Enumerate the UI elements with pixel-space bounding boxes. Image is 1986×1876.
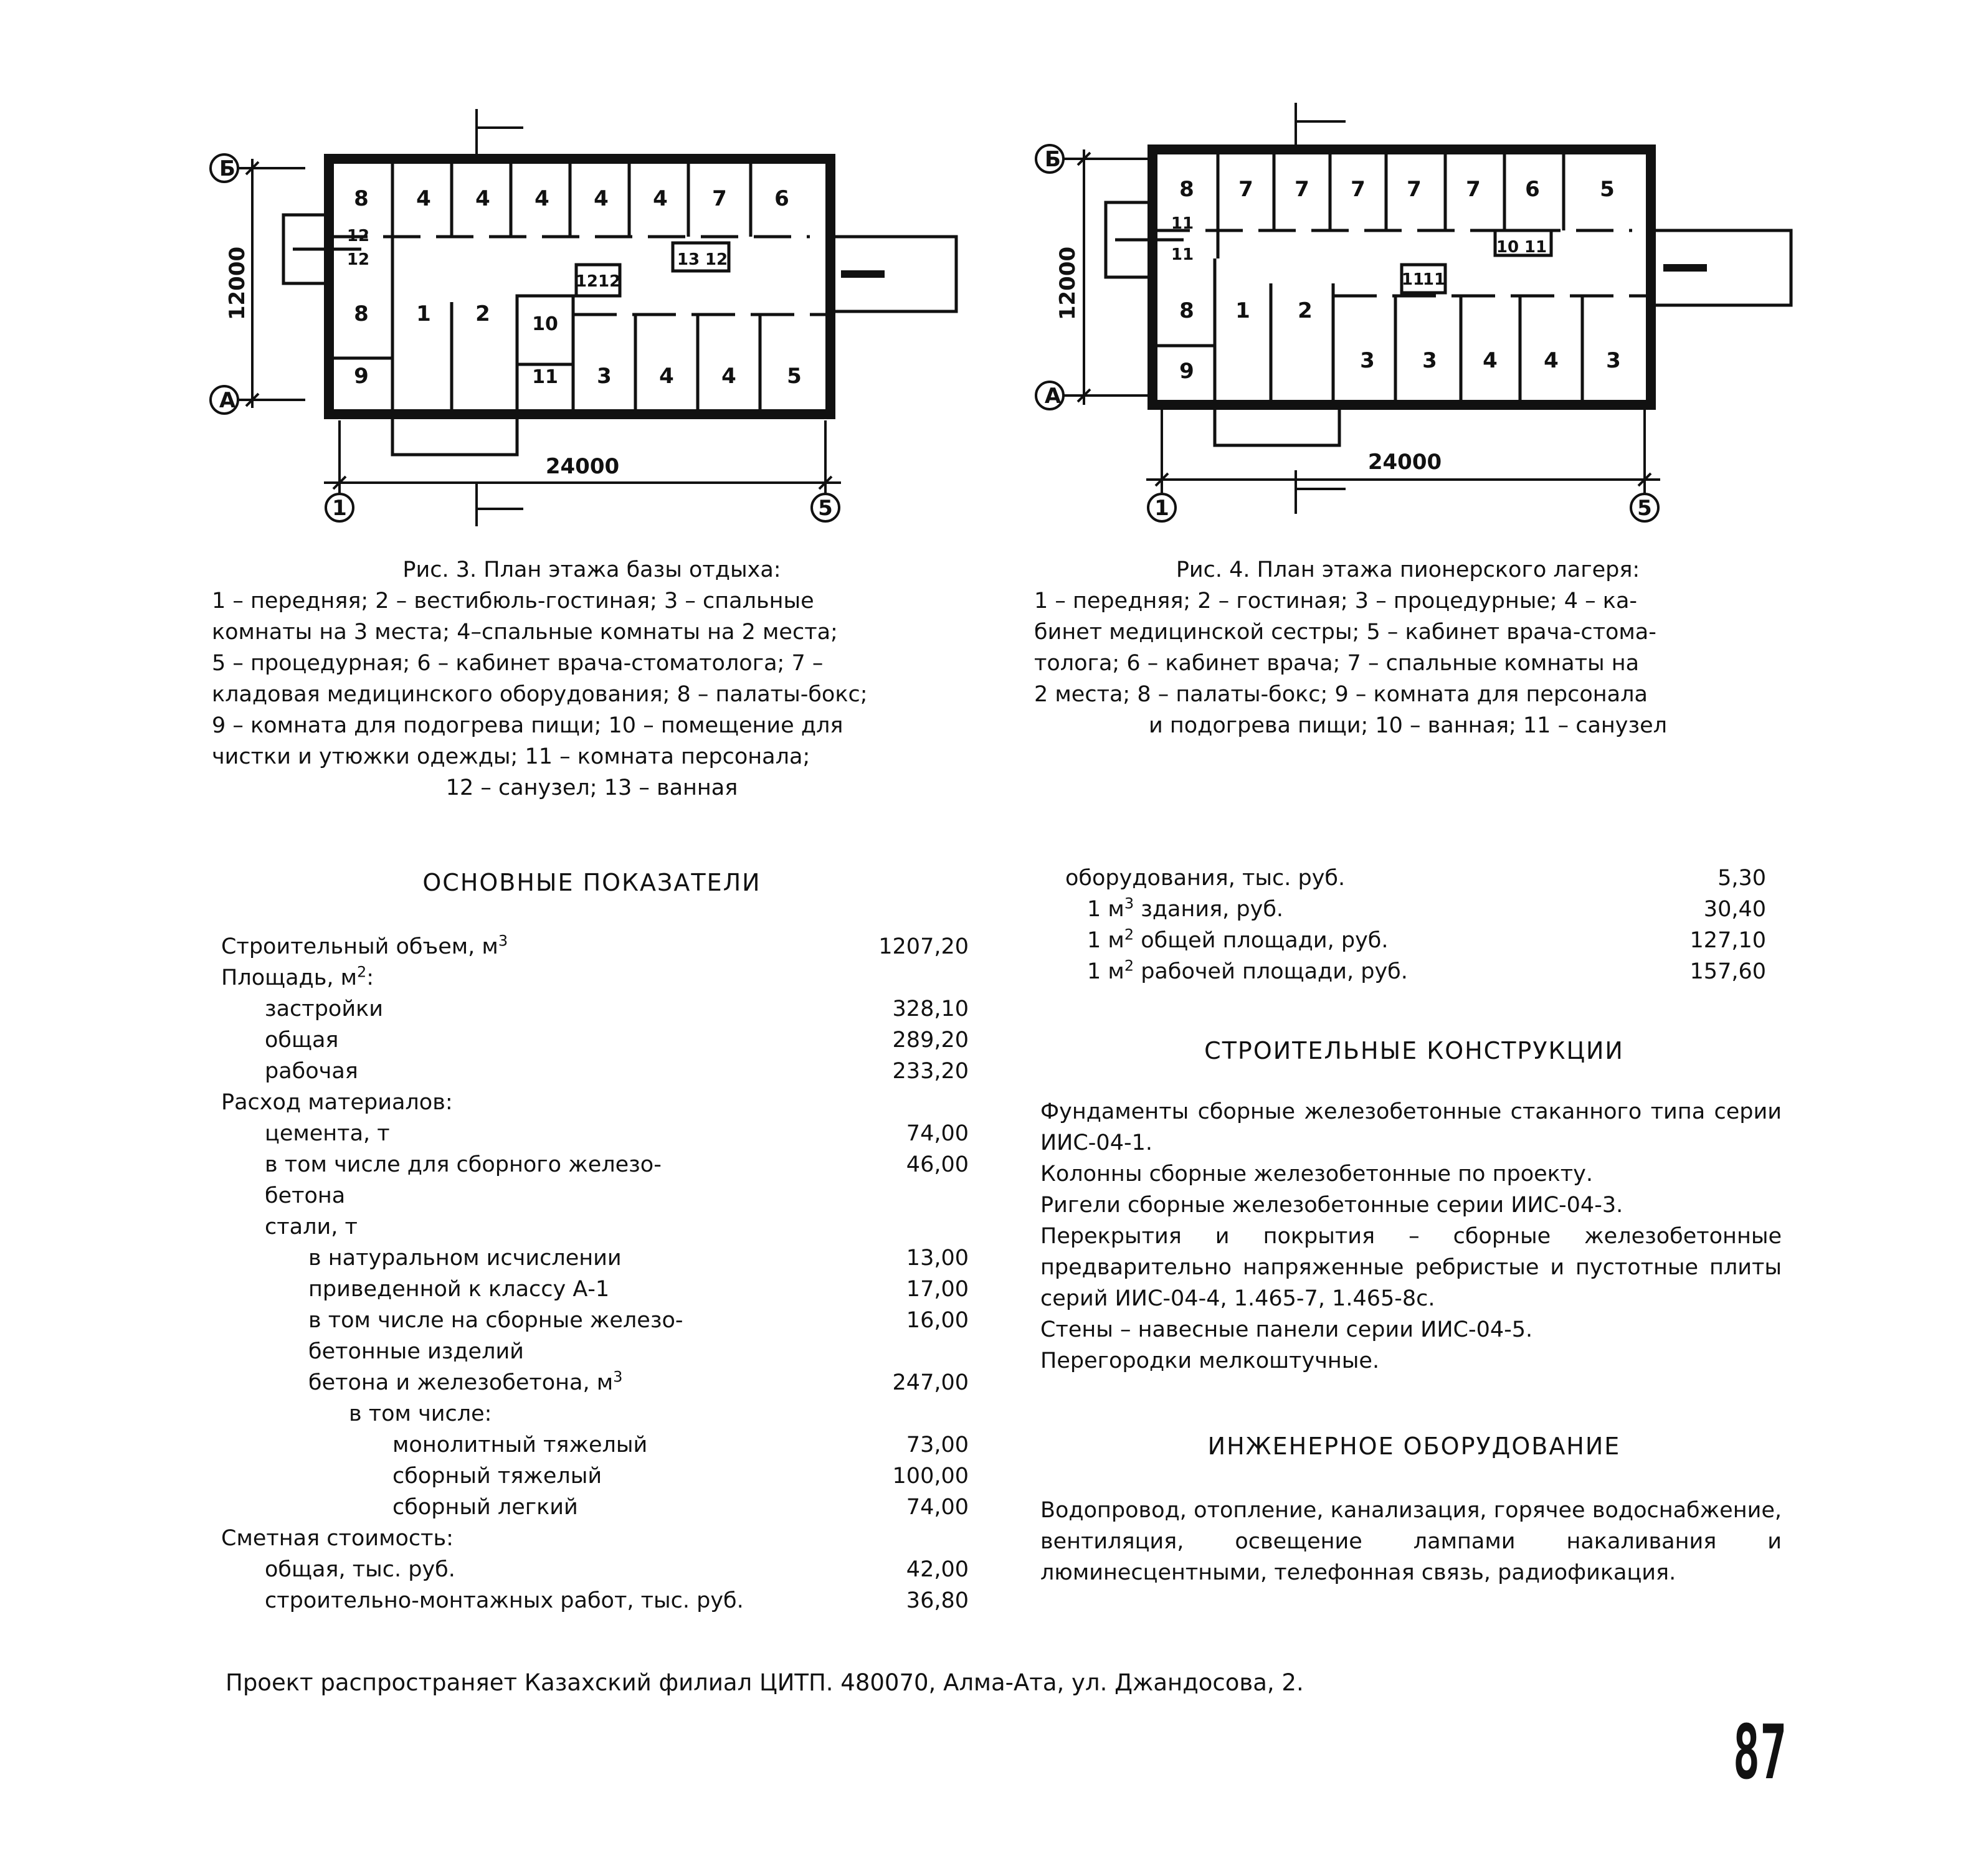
indicator-label: в том числе для сборного железо- <box>265 1152 662 1177</box>
paragraph: Ригели сборные железобетонные серии ИИС-04-3. <box>1040 1193 1623 1218</box>
indicator-value: 13,00 <box>906 1246 969 1271</box>
svg-text:А: А <box>1044 384 1062 409</box>
paragraph: Перекрытия и покрытия – сборные железобетонные предварительно напряженные ребристые и пустотные плиты серий ИИС-04-4, 1.465-7, 1.465-8с. <box>1040 1224 1782 1311</box>
svg-text:8: 8 <box>1179 298 1194 323</box>
indicator-row <box>221 1180 969 1211</box>
svg-text:5: 5 <box>1637 496 1652 521</box>
indicator-value: 36,80 <box>906 1588 969 1613</box>
indicators-table <box>221 931 969 1616</box>
caption-line: толога; 6 – кабинет врача; 7 – спальные комнаты на <box>1034 651 1640 676</box>
svg-text:8: 8 <box>354 186 369 211</box>
svg-text:1: 1 <box>416 301 431 326</box>
caption-title: Рис. 4. План этажа пионерского лагеря: <box>1176 557 1640 582</box>
indicators-title: ОСНОВНЫЕ ПОКАЗАТЕЛИ <box>422 869 761 896</box>
caption-line: 9 – комната для подогрева пищи; 10 – помещение для <box>212 713 843 738</box>
svg-text:5: 5 <box>818 496 833 521</box>
indicator-label: сборный легкий <box>392 1495 578 1520</box>
indicator-row <box>221 931 969 962</box>
svg-text:6: 6 <box>774 186 789 211</box>
indicator-value: 73,00 <box>906 1433 969 1457</box>
caption-line: 1 – передняя; 2 – гостиная; 3 – процедурные; 4 – ка- <box>1034 589 1638 613</box>
indicator-label: стали, т <box>265 1215 358 1239</box>
indicator-label: в натуральном исчислении <box>308 1246 622 1271</box>
indicator-row <box>221 962 969 993</box>
svg-text:2: 2 <box>1298 298 1313 323</box>
figure-4-caption <box>1034 554 1782 741</box>
indicator-value: 247,00 <box>892 1370 969 1395</box>
indicator-row <box>221 1461 969 1492</box>
engineering-text <box>1040 1495 1782 1588</box>
indicator-label: 1 $м^2$ рабочей площади, руб. <box>1087 957 1408 984</box>
svg-text:4: 4 <box>659 364 674 389</box>
indicator-value: 74,00 <box>906 1121 969 1146</box>
indicator-label: сборный тяжелый <box>392 1464 602 1489</box>
figure-4-floor-plan <box>1022 97 1838 533</box>
indicator-row <box>221 1429 969 1461</box>
indicator-row <box>221 1336 969 1367</box>
indicator-row <box>221 1025 969 1056</box>
caption-line: комнаты на 3 места; 4–спальные комнаты на 2 места; <box>212 620 838 645</box>
indicator-row <box>221 1149 969 1180</box>
indicator-row <box>1065 925 1766 956</box>
svg-text:4: 4 <box>416 186 431 211</box>
indicator-row <box>221 1211 969 1243</box>
indicator-row <box>1065 894 1766 925</box>
indicator-value: 46,00 <box>906 1152 969 1177</box>
svg-text:5: 5 <box>787 364 802 389</box>
svg-text:4: 4 <box>653 186 668 211</box>
indicator-label: монолитный тяжелый <box>392 1433 648 1457</box>
indicator-row <box>221 1087 969 1118</box>
caption-line: чистки и утюжки одежды; 11 – комната персонала; <box>212 744 810 769</box>
dimension-horizontal: 24000 <box>545 454 620 479</box>
indicator-label: цемента, т <box>265 1121 390 1146</box>
svg-text:4: 4 <box>1483 348 1498 373</box>
svg-text:4: 4 <box>594 186 609 211</box>
indicator-value: 74,00 <box>906 1495 969 1520</box>
svg-text:3: 3 <box>1606 348 1621 373</box>
indicator-label: Сметная стоимость: <box>221 1526 454 1551</box>
indicator-label: 1 $м^3$ здания, руб. <box>1087 894 1284 922</box>
indicator-value: 127,10 <box>1689 928 1766 953</box>
indicator-label: Расход материалов: <box>221 1090 453 1115</box>
svg-text:4: 4 <box>721 364 736 389</box>
indicator-row <box>221 1305 969 1336</box>
indicator-value: 30,40 <box>1703 897 1766 922</box>
indicator-row <box>221 1056 969 1087</box>
caption-line: 12 – санузел; 13 – ванная <box>445 775 738 800</box>
indicator-label: оборудования, тыс. руб. <box>1065 866 1346 891</box>
indicator-value: 17,00 <box>906 1277 969 1302</box>
indicator-value: 5,30 <box>1718 866 1766 891</box>
indicator-label: 1 $м^2$ общей площади, руб. <box>1087 926 1389 953</box>
svg-text:7: 7 <box>1466 177 1481 202</box>
svg-text:3: 3 <box>597 364 612 389</box>
paragraph: Фундаменты сборные железобетонные стаканного типа серии ИИС-04-1. <box>1040 1099 1782 1155</box>
svg-text:12000: 12000 <box>1055 246 1080 321</box>
svg-text:3: 3 <box>1422 348 1437 373</box>
indicator-value: 16,00 <box>906 1308 969 1333</box>
axis-label: Б <box>219 156 235 181</box>
svg-text:Б: Б <box>1045 147 1061 172</box>
indicator-label: строительно-монтажных работ, тыс. руб. <box>265 1588 744 1613</box>
svg-text:9: 9 <box>354 364 369 389</box>
indicator-row <box>221 1274 969 1305</box>
caption-line: 5 – процедурная; 6 – кабинет врача-стоматолога; 7 – <box>212 651 824 676</box>
svg-text:8: 8 <box>1179 177 1194 202</box>
svg-text:11: 11 <box>532 366 558 388</box>
indicators-table-continued <box>1065 863 1766 987</box>
svg-text:10: 10 <box>1496 238 1519 257</box>
paragraph: Перегородки мелкоштучные. <box>1040 1348 1380 1373</box>
indicator-row <box>221 1243 969 1274</box>
indicator-label: бетона и железобетона, $м^3$ <box>308 1368 623 1395</box>
indicator-label: Площадь, $м^2$: <box>221 963 374 990</box>
svg-text:А: А <box>219 388 236 413</box>
svg-text:4: 4 <box>1544 348 1559 373</box>
indicator-label: застройки <box>265 997 383 1021</box>
svg-text:11: 11 <box>1401 270 1425 289</box>
page-number: 87 <box>1732 1710 1787 1796</box>
indicator-value: 289,20 <box>892 1028 969 1053</box>
indicator-row <box>221 1554 969 1585</box>
indicator-label: бетонные изделий <box>308 1339 524 1364</box>
paragraph: Колонны сборные железобетонные по проекту. <box>1040 1162 1594 1187</box>
svg-text:12: 12 <box>346 250 370 269</box>
indicator-row <box>221 1398 969 1429</box>
svg-text:11: 11 <box>1422 270 1446 289</box>
svg-text:11: 11 <box>1524 238 1547 257</box>
caption-line: 2 места; 8 – палаты-бокс; 9 – комната для персонала <box>1034 682 1648 707</box>
svg-text:9: 9 <box>1179 359 1194 384</box>
svg-text:8: 8 <box>354 301 369 326</box>
indicator-value: 157,60 <box>1689 959 1766 984</box>
svg-text:4: 4 <box>535 186 549 211</box>
caption-line: и подогрева пищи; 10 – ванная; 11 – санузел <box>1148 713 1668 738</box>
indicator-value: 1207,20 <box>878 934 969 959</box>
engineering-title: ИНЖЕНЕРНОЕ ОБОРУДОВАНИЕ <box>1207 1433 1621 1460</box>
indicator-label: бетона <box>265 1183 346 1208</box>
svg-text:1: 1 <box>1235 298 1250 323</box>
indicator-value: 328,10 <box>892 997 969 1021</box>
caption-line: кладовая медицинского оборудования; 8 – палаты-бокс; <box>212 682 868 707</box>
svg-text:7: 7 <box>1295 177 1309 202</box>
paragraph: Водопровод, отопление, канализация, горячее водоснабжение, вентиляция, освещение лампами накаливания и люминесцентными, телефонная связь, радиофикация. <box>1040 1498 1782 1585</box>
figure-3-caption <box>212 554 972 803</box>
svg-text:1212: 1212 <box>575 272 621 291</box>
figure-3-floor-plan <box>199 97 997 533</box>
indicator-row <box>1065 863 1766 894</box>
svg-text:7: 7 <box>1351 177 1366 202</box>
svg-text:11: 11 <box>1171 245 1194 264</box>
indicator-row <box>221 1492 969 1523</box>
indicator-row <box>221 1367 969 1398</box>
indicator-label: приведенной к классу А-1 <box>308 1277 610 1302</box>
svg-text:6: 6 <box>1525 177 1540 202</box>
constructions-title: СТРОИТЕЛЬНЫЕ КОНСТРУКЦИИ <box>1204 1037 1624 1064</box>
svg-text:10: 10 <box>532 313 558 335</box>
indicator-label: в том числе на сборные железо- <box>308 1308 683 1333</box>
svg-text:1: 1 <box>1154 496 1169 521</box>
indicator-value: 42,00 <box>906 1557 969 1582</box>
svg-text:1: 1 <box>332 496 347 521</box>
svg-text:13: 13 <box>677 250 700 269</box>
svg-text:4: 4 <box>475 186 490 211</box>
svg-text:24000: 24000 <box>1367 450 1442 475</box>
footer-note: Проект распространяет Казахский филиал ЦИТП. 480070, Алма-Ата, ул. Джандосова, 2. <box>226 1669 1304 1696</box>
constructions-text <box>1040 1096 1782 1376</box>
svg-text:7: 7 <box>712 186 727 211</box>
indicator-value: 100,00 <box>892 1464 969 1489</box>
indicator-row <box>1065 956 1766 987</box>
dimension-vertical: 12000 <box>225 246 250 321</box>
indicator-label: рабочая <box>265 1059 358 1084</box>
caption-line: бинет медицинской сестры; 5 – кабинет врача-стома- <box>1034 620 1656 645</box>
svg-text:11: 11 <box>1171 214 1194 233</box>
svg-text:7: 7 <box>1407 177 1422 202</box>
paragraph: Стены – навесные панели серии ИИС-04-5. <box>1040 1317 1533 1342</box>
caption-line: 1 – передняя; 2 – вестибюль-гостиная; 3 – спальные <box>212 589 814 613</box>
indicator-row <box>221 1523 969 1554</box>
indicator-label: в том числе: <box>349 1401 492 1426</box>
indicator-row <box>221 993 969 1025</box>
indicator-label: общая <box>265 1028 339 1053</box>
caption-title: Рис. 3. План этажа базы отдыха: <box>402 557 781 582</box>
svg-text:12: 12 <box>346 227 370 245</box>
indicator-row <box>221 1118 969 1149</box>
svg-text:12: 12 <box>705 250 728 269</box>
svg-text:7: 7 <box>1238 177 1253 202</box>
svg-text:2: 2 <box>475 301 490 326</box>
indicator-label: Строительный объем, $м^3$ <box>221 932 508 959</box>
indicator-value: 233,20 <box>892 1059 969 1084</box>
svg-text:5: 5 <box>1600 177 1615 202</box>
svg-text:3: 3 <box>1360 348 1375 373</box>
indicator-label: общая, тыс. руб. <box>265 1557 455 1582</box>
indicator-row <box>221 1585 969 1616</box>
